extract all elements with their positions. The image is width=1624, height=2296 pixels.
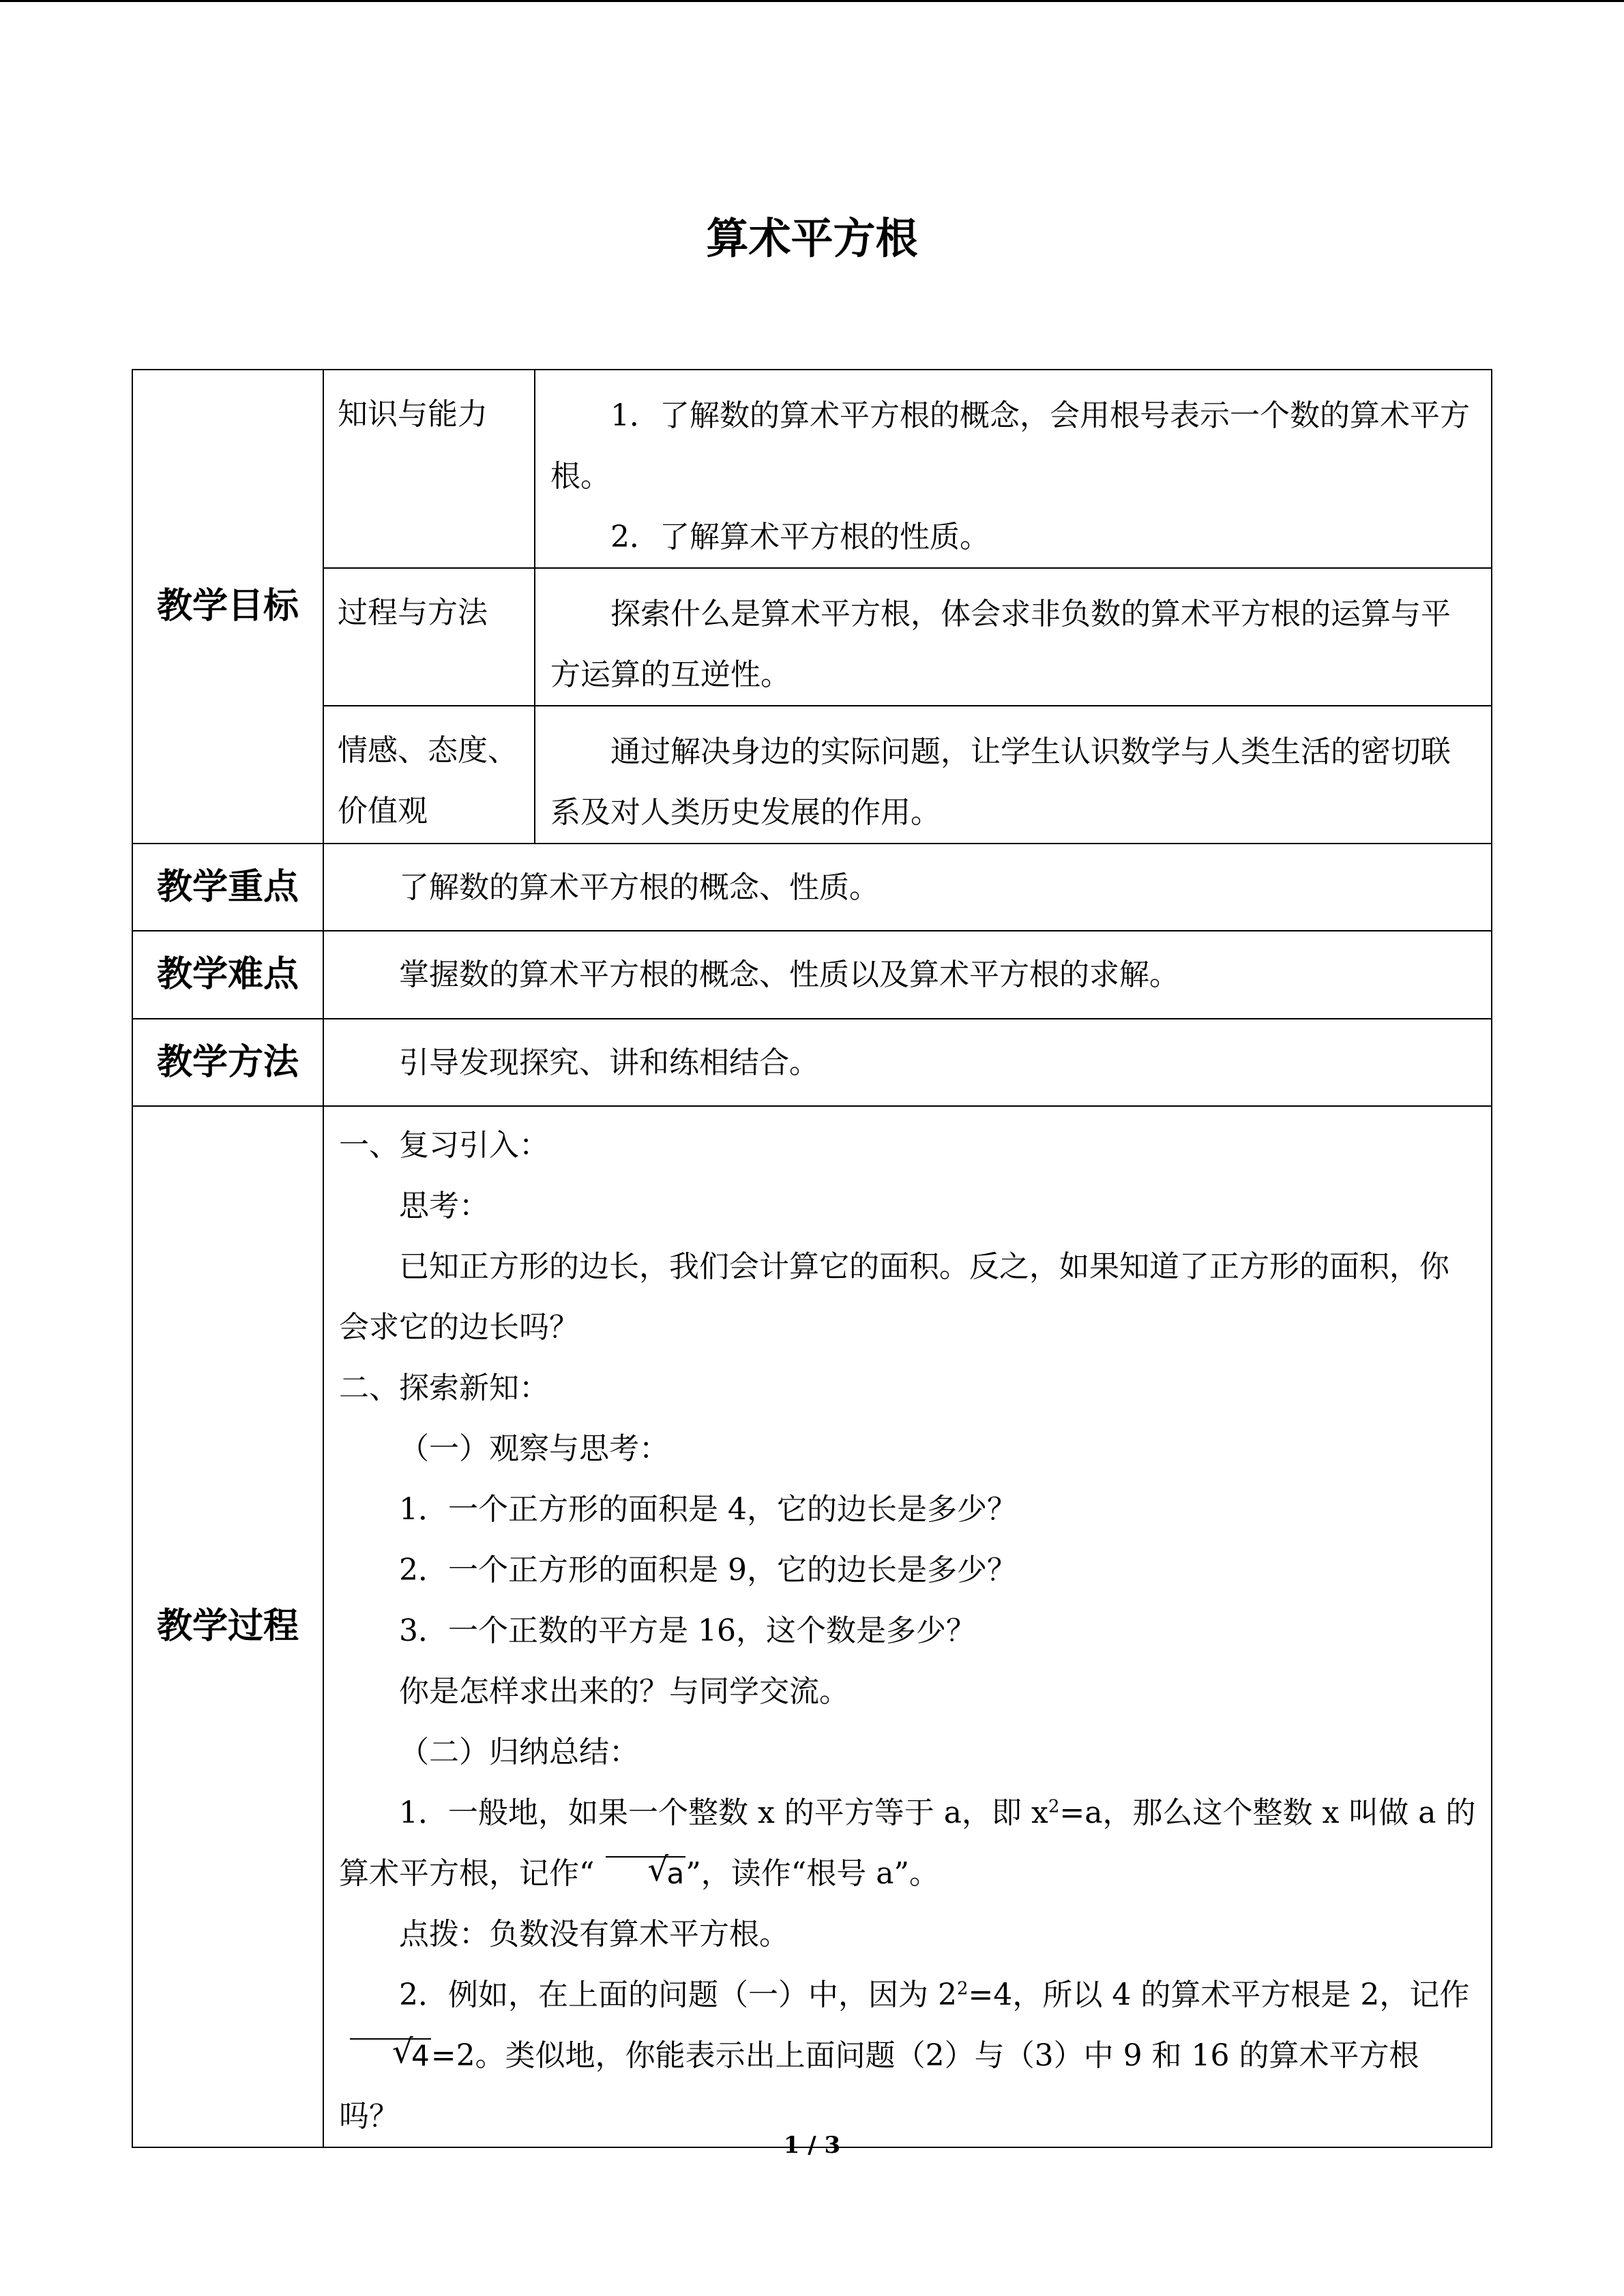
example-superscript: 2 [956,1978,969,1999]
objective-process-line-1: 探索什么是算术平方根，体会求非负数的算术平方根的运算与平方运算的互逆性。 [550,597,1451,692]
objective-label-process: 过程与方法 [323,568,535,706]
method-heading: 教学方法 [132,1019,323,1106]
difficulty-heading: 教学难点 [132,931,323,1019]
page-title: 算术平方根 [706,213,918,263]
objective-content-emotion [535,706,1492,844]
definition-superscript: 2 [1048,1796,1060,1817]
example-text-b: =4，所以 4 的算术平方根是 2，记作 [968,1978,1470,2012]
process-section-1: 一、复习引入： [339,1128,549,1163]
process-subsection-1: （一）观察与思考： [399,1431,669,1466]
objective-label-emotion: 情感、态度、价值观 [323,706,535,844]
process-item-2: 2．一个正方形的面积是 9，它的边长是多少？ [399,1553,1017,1587]
objective-emotion-line-1: 通过解决身边的实际问题，让学生认识数学与人类生活的密切联系及对人类历史发展的作用。 [550,734,1451,830]
process-section-2: 二、探索新知： [339,1371,549,1405]
objective-knowledge-line-1: 1．了解数的算术平方根的概念，会用根号表示一个数的算术平方根。 [550,398,1470,494]
process-discuss: 你是怎样求出来的？与同学交流。 [399,1674,849,1709]
process-item-1: 1．一个正方形的面积是 4，它的边长是多少？ [399,1492,1017,1527]
definition-text-a: 1．一般地，如果一个整数 x 的平方等于 a，即 x [399,1795,1048,1830]
objective-row-emotion [132,706,1492,844]
process-item-3: 3．一个正数的平方是 16，这个数是多少？ [399,1613,976,1648]
key-point-row [132,844,1492,931]
objective-row-knowledge [132,370,1492,568]
objective-knowledge-line-2: 2．了解算术平方根的性质。 [610,520,990,554]
key-point-text: 了解数的算术平方根的概念、性质。 [399,869,879,905]
process-think-label: 思考： [399,1189,489,1223]
objective-content-process [535,568,1492,706]
difficulty-content [323,931,1492,1019]
definition-text-b: =a，那么这个整数 x 叫做 a 的算术平方根，记作“ [339,1795,1476,1891]
method-text: 引导发现探究、讲和练相结合。 [399,1045,819,1080]
key-point-content [323,844,1492,931]
process-subsection-2: （二）归纳总结： [399,1735,639,1770]
sqrt-4-symbol: √ 4 [350,2038,431,2072]
process-hint: 点拨：负数没有算术平方根。 [399,1917,789,1952]
process-example [339,1965,1476,2147]
method-row [132,1019,1492,1106]
objective-label-knowledge: 知识与能力 [323,370,535,568]
method-content [323,1019,1492,1106]
objective-content-knowledge [535,370,1492,568]
definition-text-c: ”，读作“根号 a”。 [685,1856,939,1891]
process-row [132,1106,1492,2147]
example-text-c: =2。类似地，你能表示出上面问题（2）与（3）中 9 和 16 的算术平方根吗？ [339,2038,1419,2134]
process-question: 已知正方形的边长，我们会计算它的面积。反之，如果知道了正方形的面积，你会求它的边长吗？ [339,1249,1449,1345]
difficulty-text: 掌握数的算术平方根的概念、性质以及算术平方根的求解。 [399,957,1179,992]
process-definition [339,1783,1476,1904]
example-text-a: 2．例如，在上面的问题（一）中，因为 2 [399,1978,957,2012]
lesson-plan-table [132,369,1492,2148]
objective-row-process [132,568,1492,706]
page-number: 1 / 3 [783,2132,841,2159]
sqrt-a-symbol: √ a [606,1856,686,1890]
process-content [323,1106,1492,2147]
objectives-heading: 教学目标 [132,370,323,844]
top-border-line [0,0,1624,2]
key-point-heading: 教学重点 [132,844,323,931]
difficulty-row [132,931,1492,1019]
process-heading: 教学过程 [132,1106,323,2147]
